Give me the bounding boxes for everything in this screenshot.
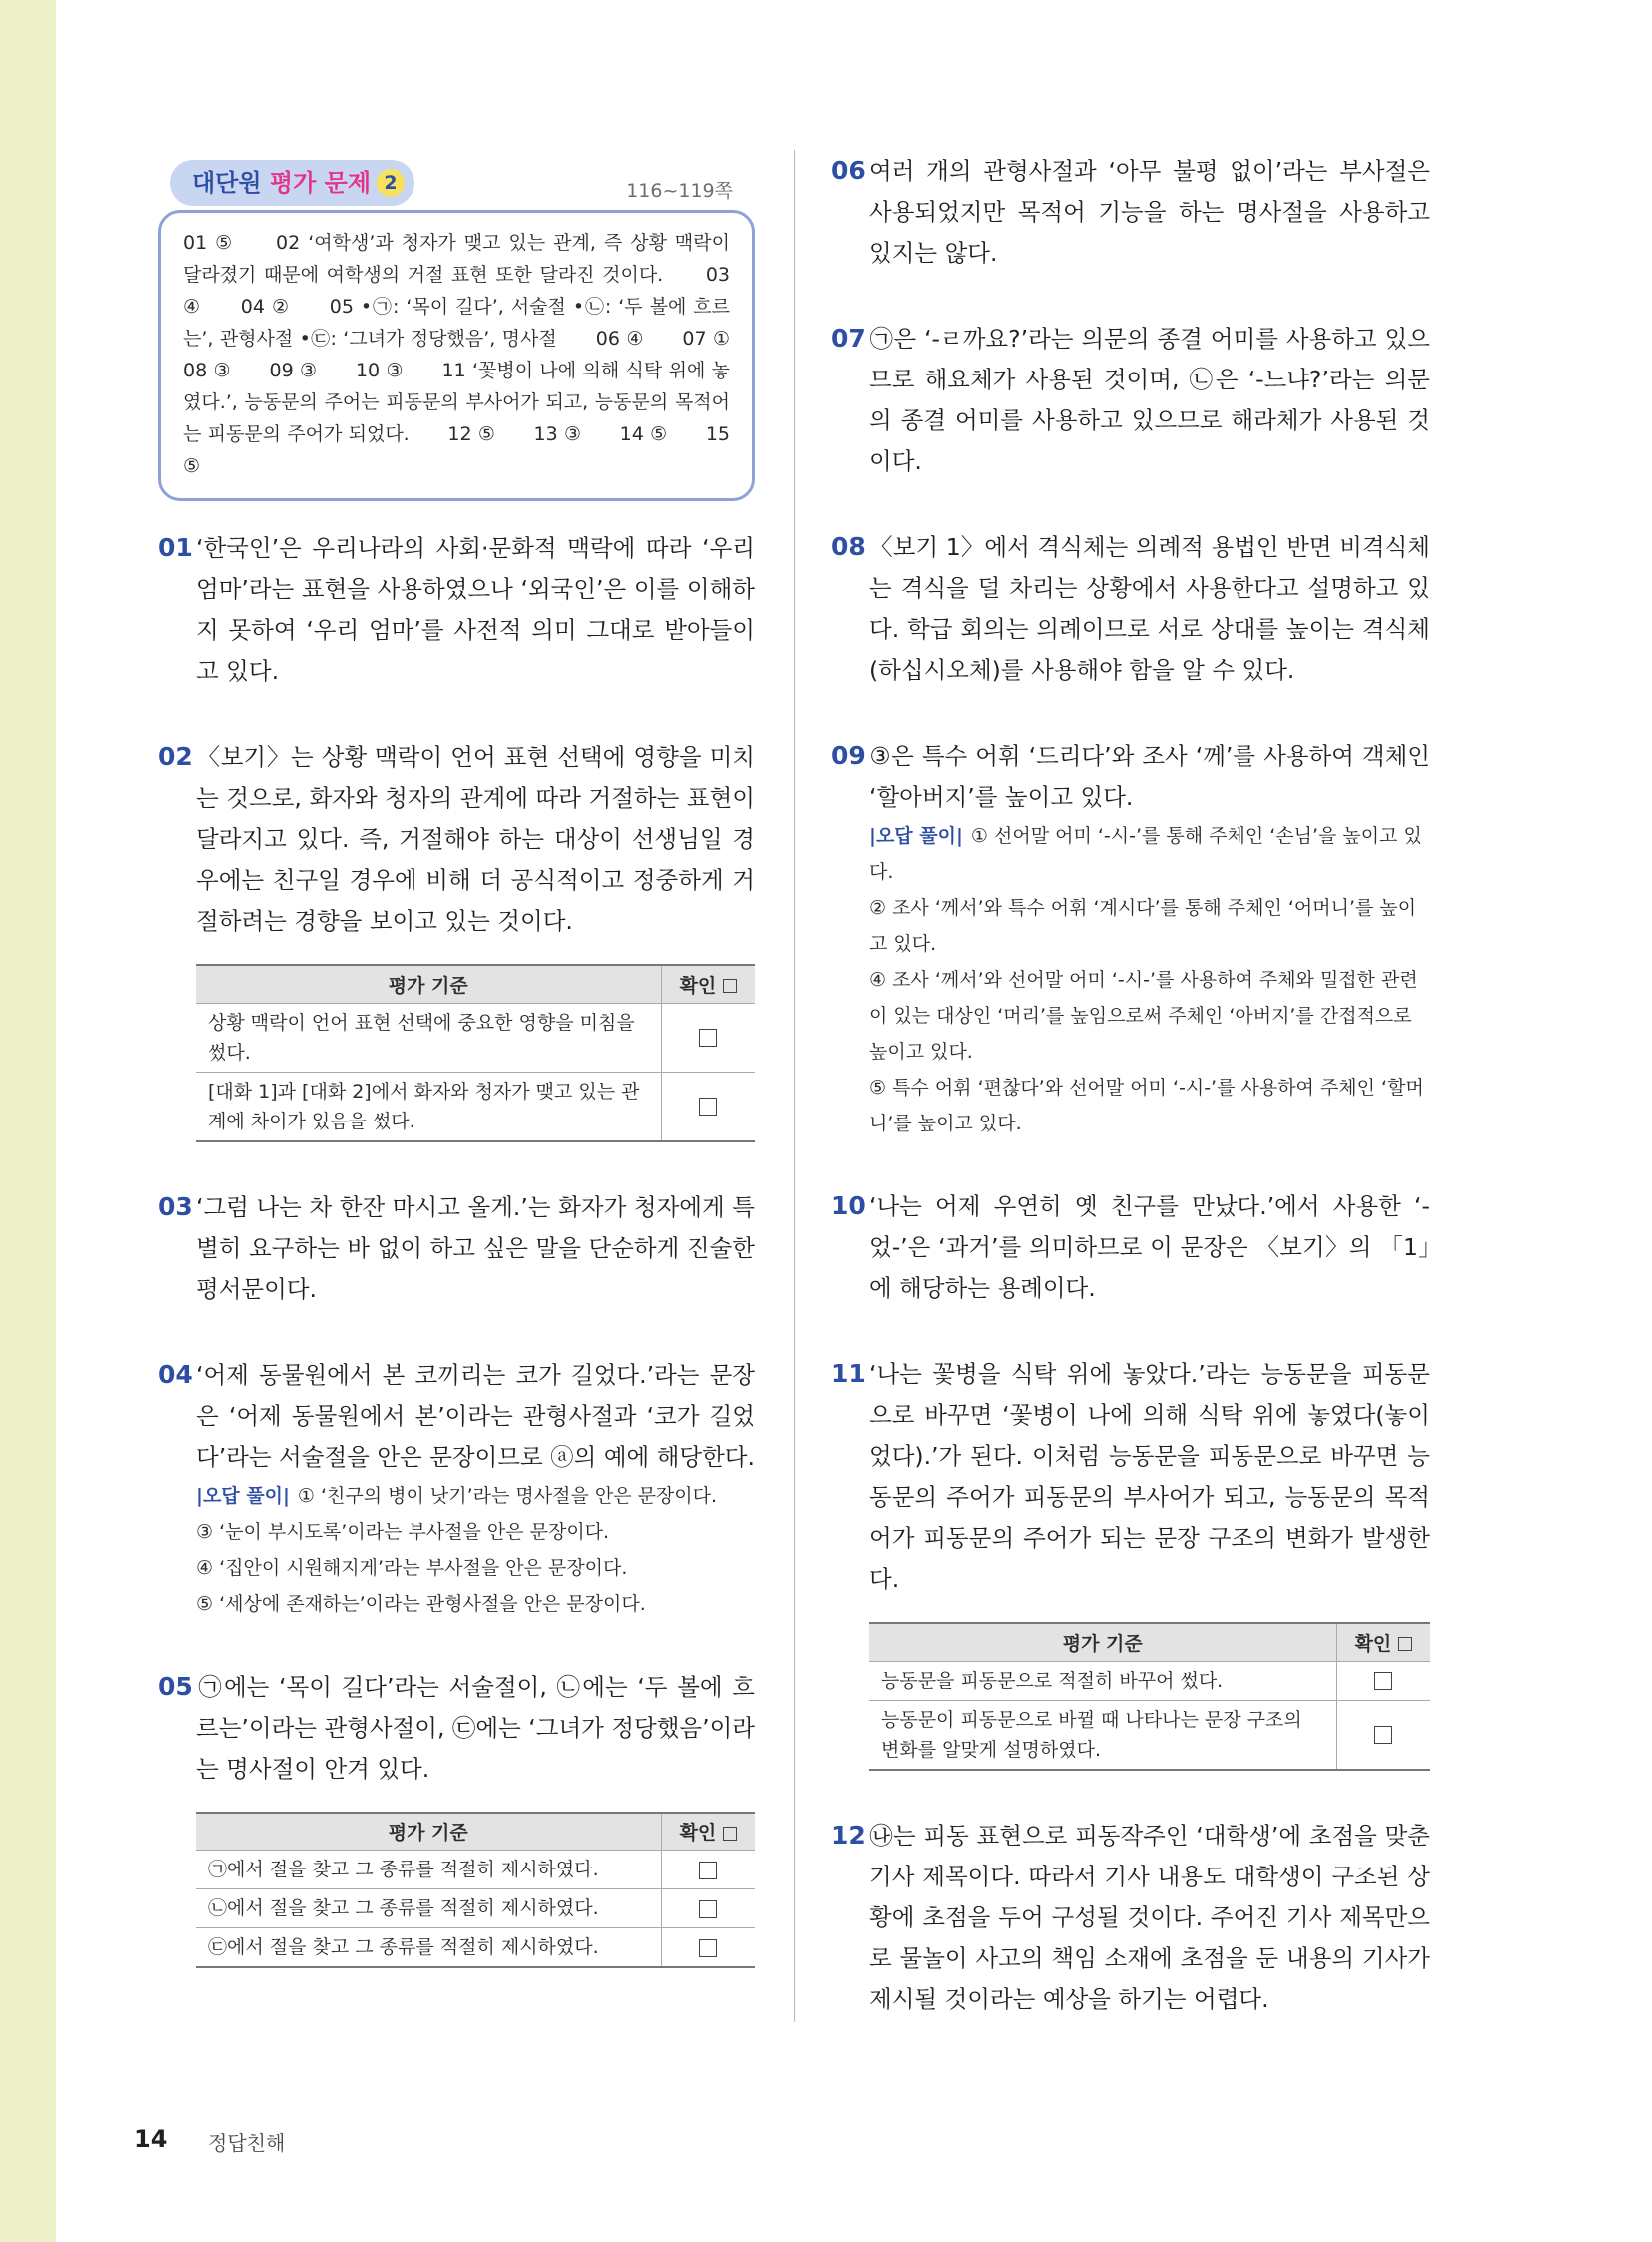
criteria-header: 평가 기준 xyxy=(196,965,661,1003)
note-line: ③ ‘눈이 부시도록’이라는 부사절을 안은 문장이다. xyxy=(196,1520,610,1543)
criteria-cell: 능동문을 피동문으로 적절히 바꾸어 썼다. xyxy=(869,1661,1336,1700)
check-header: 확인 xyxy=(661,965,755,1003)
question-number: 03 xyxy=(158,1191,193,1221)
question-number: 01 xyxy=(158,533,193,562)
checkbox-icon xyxy=(1398,1637,1412,1651)
criteria-header: 평가 기준 xyxy=(196,1813,661,1851)
question-text: 〈보기〉는 상황 맥락이 언어 표현 선택에 영향을 미치는 것으로, 화자와 청자의 관계에 따라 거절하는 표현이 달라지고 있다. 즉, 거절해야 하는 대상이 선생님일 경우에는 친구일 경우에 비해 더 공식적이고 정중하게 거절하려는 경향을 보이고 있는 것이다. xyxy=(196,743,755,935)
question-02 xyxy=(158,736,755,1142)
question-text: ‘어제 동물원에서 본 코끼리는 코가 길었다.’라는 문장은 ‘어제 동물원에서 본’이라는 관형사절과 ‘코가 길었다’라는 서술절을 안은 문장이므로 ⓐ의 예에 해당한다. xyxy=(196,1360,755,1471)
question-03 xyxy=(158,1186,755,1310)
question-text: ‘그럼 나는 차 한잔 마시고 올게.’는 화자가 청자에게 특별히 요구하는 바 없이 하고 싶은 말을 단순하게 진술한 평서문이다. xyxy=(196,1192,755,1303)
question-text: ‘나는 어제 우연히 옛 친구를 만났다.’에서 사용한 ‘-었-’은 ‘과거’를 의미하므로 이 문장은 〈보기〉의 「1」에 해당하는 용례이다. xyxy=(869,1192,1430,1302)
wrong-answer-notes xyxy=(869,818,1430,1141)
note-line: ⑤ 특수 어휘 ‘편찮다’와 선어말 어미 ‘-시-’를 사용하여 주체인 ‘할머니’를 높이고 있다. xyxy=(869,1077,1424,1134)
question-text: 〈보기 1〉에서 격식체는 의례적 용법인 반면 비격식체는 격식을 덜 차리는 상황에서 사용한다고 설명하고 있다. 학급 회의는 의례이므로 서로 상대를 높이는 격식체(하십시오체)를 사용해야 함을 알 수 있다. xyxy=(869,533,1430,684)
criteria-cell: [대화 1]과 [대화 2]에서 화자와 청자가 맺고 있는 관계에 차이가 있음을 썼다. xyxy=(196,1072,661,1141)
question-07 xyxy=(831,318,1430,482)
question-number: 10 xyxy=(831,1191,866,1220)
question-number: 07 xyxy=(831,324,866,353)
check-box[interactable] xyxy=(699,1098,717,1116)
check-box[interactable] xyxy=(699,1939,717,1957)
check-header: 확인 xyxy=(1336,1623,1430,1661)
page-number: 14 xyxy=(134,2125,168,2153)
check-box[interactable] xyxy=(1374,1726,1392,1744)
criteria-header: 평가 기준 xyxy=(869,1623,1336,1661)
column-divider xyxy=(794,150,795,2022)
right-column xyxy=(831,150,1430,2064)
section-number: 2 xyxy=(377,169,405,197)
checkbox-icon xyxy=(723,979,737,993)
criteria-cell: ㉠에서 절을 찾고 그 종류를 적절히 제시하였다. xyxy=(196,1851,661,1889)
question-number: 09 xyxy=(831,741,866,770)
question-01 xyxy=(158,527,755,692)
check-box[interactable] xyxy=(699,1900,717,1918)
footer-label: 정답친해 xyxy=(208,2131,286,2155)
check-box[interactable] xyxy=(1374,1672,1392,1690)
table-row xyxy=(196,1851,755,1889)
question-text: ‘한국인’은 우리나라의 사회·문화적 맥락에 따라 ‘우리 엄마’라는 표현을 사용하였으나 ‘외국인’은 이를 이해하지 못하여 ‘우리 엄마’를 사전적 의미 그대로 받아들이고 있다. xyxy=(196,534,755,685)
table-row xyxy=(196,1889,755,1928)
check-header: 확인 xyxy=(661,1813,755,1851)
question-number: 06 xyxy=(831,156,866,185)
table-row xyxy=(869,1700,1430,1770)
question-number: 08 xyxy=(831,532,866,561)
section-title: 대단원 xyxy=(192,169,262,197)
note-line: ① ‘친구의 병이 낫기’라는 명사절을 안은 문장이다. xyxy=(297,1484,718,1507)
question-06 xyxy=(831,150,1430,274)
answer-key-text: 01 ⑤ 02 ‘여학생’과 청자가 맺고 있는 관계, 즉 상황 맥락이 달라졌기 때문에 여학생의 거절 표현 또한 달라진 것이다. 03 ④ 04 ② 05 •㉠: ‘목이 길다’, 서술절 •㉡: ‘두 볼에 흐르는’, 관형사절 •㉢: ‘그녀가 정당했음’, 명사절 06 ④ 07 ① 08 ③ 09 ③ 10 ③ 11 ‘꽃병이 나에 의해 식탁 위에 놓였다.’, 능동문의 주어는 피동문의 부사어가 되고, 능동문의 목적어는 피동문의 주어가 되었다. 12 ⑤ 13 ③ 14 ⑤ 15 ⑤ xyxy=(183,232,769,477)
question-number: 04 xyxy=(158,1359,193,1389)
note-line: ④ 조사 ‘께서’와 선어말 어미 ‘-시-’를 사용하여 주체와 밀접한 관련이 있는 대상인 ‘머리’를 높임으로써 주체인 ‘아버지’를 간접적으로 높이고 있다. xyxy=(869,969,1418,1063)
section-title-badge xyxy=(170,160,414,206)
question-11 xyxy=(831,1353,1430,1771)
note-label: |오답 풀이| xyxy=(869,825,963,847)
question-10 xyxy=(831,1185,1430,1309)
table-row xyxy=(196,1003,755,1072)
question-number: 11 xyxy=(831,1359,866,1388)
question-08 xyxy=(831,526,1430,691)
question-number: 12 xyxy=(831,1820,866,1850)
note-label: |오답 풀이| xyxy=(196,1484,290,1507)
section-title-accent: 평가 문제 xyxy=(269,169,372,197)
question-text: ‘나는 꽃병을 식탁 위에 놓았다.’라는 능동문을 피동문으로 바꾸면 ‘꽃병이 나에 의해 식탁 위에 놓였다(놓이었다).’가 된다. 이처럼 능동문을 피동문으로 바꾸면 능동문의 주어가 피동문의 부사어가 되고, 능동문의 목적어가 피동문의 주어가 되는 문장 구조의 변화가 발생한다. xyxy=(869,1360,1430,1593)
criteria-cell: 능동문이 피동문으로 바뀔 때 나타나는 문장 구조의 변화를 알맞게 설명하였다. xyxy=(869,1700,1336,1770)
wrong-answer-notes xyxy=(196,1478,755,1622)
question-text: ㉠은 ‘-ㄹ까요?’라는 의문의 종결 어미를 사용하고 있으므로 해요체가 사용된 것이며, ㉡은 ‘-느냐?’라는 의문의 종결 어미를 사용하고 있으므로 해라체가 사용된 것이다. xyxy=(869,325,1430,475)
question-text: ㉠에는 ‘목이 길다’라는 서술절이, ㉡에는 ‘두 볼에 흐르는’이라는 관형사절이, ㉢에는 ‘그녀가 정당했음’이라는 명사절이 안겨 있다. xyxy=(196,1672,755,1783)
criteria-table xyxy=(869,1622,1430,1771)
question-number: 02 xyxy=(158,742,193,771)
question-05 xyxy=(158,1666,755,1969)
answer-key-box xyxy=(158,210,769,501)
criteria-cell: ㉢에서 절을 찾고 그 종류를 적절히 제시하였다. xyxy=(196,1928,661,1968)
question-12 xyxy=(831,1815,1430,2020)
criteria-table xyxy=(196,964,755,1142)
criteria-table xyxy=(196,1812,755,1969)
note-line: ⑤ ‘세상에 존재하는’이라는 관형사절을 안은 문장이다. xyxy=(196,1592,646,1615)
note-line: ① 선어말 어미 ‘-시-’를 통해 주체인 ‘손님’을 높이고 있다. xyxy=(869,825,1422,883)
note-line: ② 조사 ‘께서’와 특수 어휘 ‘계시다’를 통해 주체인 ‘어머니’를 높이고 있다. xyxy=(869,897,1417,955)
table-row xyxy=(196,1072,755,1141)
question-09 xyxy=(831,735,1430,1141)
side-strip xyxy=(0,0,56,2242)
page-range: 116~119쪽 xyxy=(626,180,733,202)
criteria-cell: ㉡에서 절을 찾고 그 종류를 적절히 제시하였다. xyxy=(196,1889,661,1928)
table-row xyxy=(869,1661,1430,1700)
check-box[interactable] xyxy=(699,1862,717,1879)
question-text: ㉯는 피동 표현으로 피동작주인 ‘대학생’에 초점을 맞춘 기사 제목이다. 따라서 기사 내용도 대학생이 구조된 상황에 초점을 두어 구성될 것이다. 주어진 기사 제목만으로 물놀이 사고의 책임 소재에 초점을 둔 내용의 기사가 제시될 것이라는 예상을 하기는 어렵다. xyxy=(869,1821,1430,2013)
note-line: ④ ‘집안이 시원해지게’라는 부사절을 안은 문장이다. xyxy=(196,1556,628,1579)
question-text: ③은 특수 어휘 ‘드리다’와 조사 ‘께’를 사용하여 객체인 ‘할아버지’를 높이고 있다. xyxy=(869,742,1430,811)
check-box[interactable] xyxy=(699,1029,717,1047)
question-number: 05 xyxy=(158,1671,193,1701)
criteria-cell: 상황 맥락이 언어 표현 선택에 중요한 영향을 미침을 썼다. xyxy=(196,1003,661,1072)
question-04 xyxy=(158,1354,755,1622)
table-row xyxy=(196,1928,755,1968)
question-text: 여러 개의 관형사절과 ‘아무 불평 없이’라는 부사절은 사용되었지만 목적어 기능을 하는 명사절을 사용하고 있지는 않다. xyxy=(869,157,1430,267)
left-column xyxy=(158,150,769,2012)
checkbox-icon xyxy=(723,1827,737,1841)
section-header xyxy=(158,150,755,210)
